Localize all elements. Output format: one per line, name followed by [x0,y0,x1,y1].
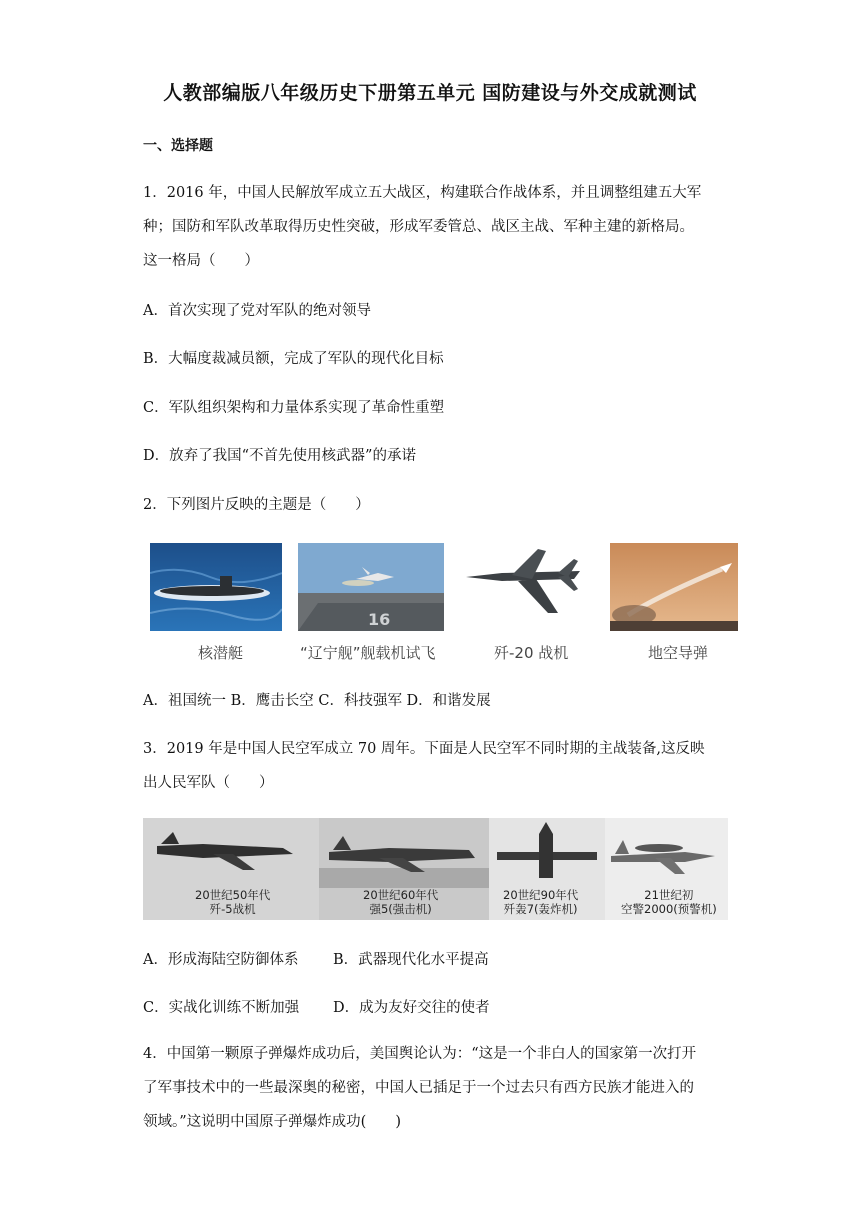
caption-name: 空警2000(预警机) [621,902,717,916]
q5-attacker-panel [319,818,489,920]
air-force-equipment-image [143,818,728,920]
question-4-line: 领域。”这说明中国原子弹爆炸成功( ) [143,1114,401,1130]
question-3-stem [143,732,723,800]
question-1-line: 种；国防和军队改革取得历史性突破，形成军委管总、战区主战、军种主建的新格局。 [143,219,694,235]
question-4-stem [143,1037,723,1139]
caption-name: 强5(强击机) [369,902,432,916]
question-2-options: A．祖国统一 B．鹰击长空 C．科技强军 D．和谐发展 [143,693,491,709]
image-caption: “辽宁舰”舰载机试飞 [300,644,436,662]
svg-text:16: 16 [368,610,391,629]
question-2-images [150,543,740,668]
j5-fighter-panel [143,818,319,920]
question-1-option-a: A．首次实现了党对军队的绝对领导 [143,303,371,319]
equipment-caption [503,888,578,916]
caption-era: 20世纪60年代 [363,888,439,902]
caption-era: 20世纪90年代 [503,888,579,902]
question-3-option-c: C．实战化训练不断加强 [143,1000,300,1016]
image-caption: 歼-20 战机 [494,644,569,662]
question-4-line: 4．中国第一颗原子弹爆炸成功后，美国舆论认为：“这是一个非白人的国家第一次打开 [143,1046,697,1062]
question-1-option-b: B．大幅度裁减员额，完成了军队的现代化目标 [143,351,444,367]
question-3-option-a: A．形成海陆空防御体系 [143,952,299,968]
page-title: 人教部编版八年级历史下册第五单元 国防建设与外交成就测试 [163,82,697,104]
liaoning-carrier-image [298,543,444,631]
caption-era: 20世纪50年代 [195,888,271,902]
kj2000-awacs-panel [605,818,728,920]
question-1-line: 这一格局（ ） [143,253,259,269]
question-3-option-b: B．武器现代化水平提高 [333,952,489,968]
question-3-line: 出人民军队（ ） [143,775,274,791]
question-3-line: 3．2019 年是中国人民空军成立 70 周年。下面是人民空军不同时期的主战装备,这反映 [143,741,705,757]
equipment-caption [363,888,438,916]
section-heading: 一、选择题 [143,138,213,154]
jh7-bomber-panel [489,818,605,920]
nuclear-submarine-image [150,543,282,631]
caption-name: 歼轰7(轰炸机) [503,902,578,916]
equipment-caption [195,888,270,916]
question-4-line: 了军事技术中的一些最深奥的秘密，中国人已插足于一个过去只有西方民族才能进入的 [143,1080,694,1096]
caption-name: 歼-5战机 [209,902,256,916]
j20-fighter-image [462,543,584,631]
question-1-stem [143,176,723,278]
question-2-stem: 2．下列图片反映的主题是（ ） [143,497,370,513]
question-1-option-c: C．军队组织架构和力量体系实现了革命性重塑 [143,400,445,416]
question-1-option-d: D．放弃了我国“不首先使用核武器”的承诺 [143,448,416,464]
image-caption: 地空导弹 [648,644,709,662]
question-1-line: 1．2016 年，中国人民解放军成立五大战区，构建联合作战体系，并且调整组建五大军 [143,185,702,201]
image-caption: 核潜艇 [198,644,244,662]
question-3-option-d: D．成为友好交往的使者 [333,1000,490,1016]
caption-era: 21世纪初 [644,888,694,902]
sam-missile-image [610,543,738,631]
equipment-caption [621,888,717,916]
